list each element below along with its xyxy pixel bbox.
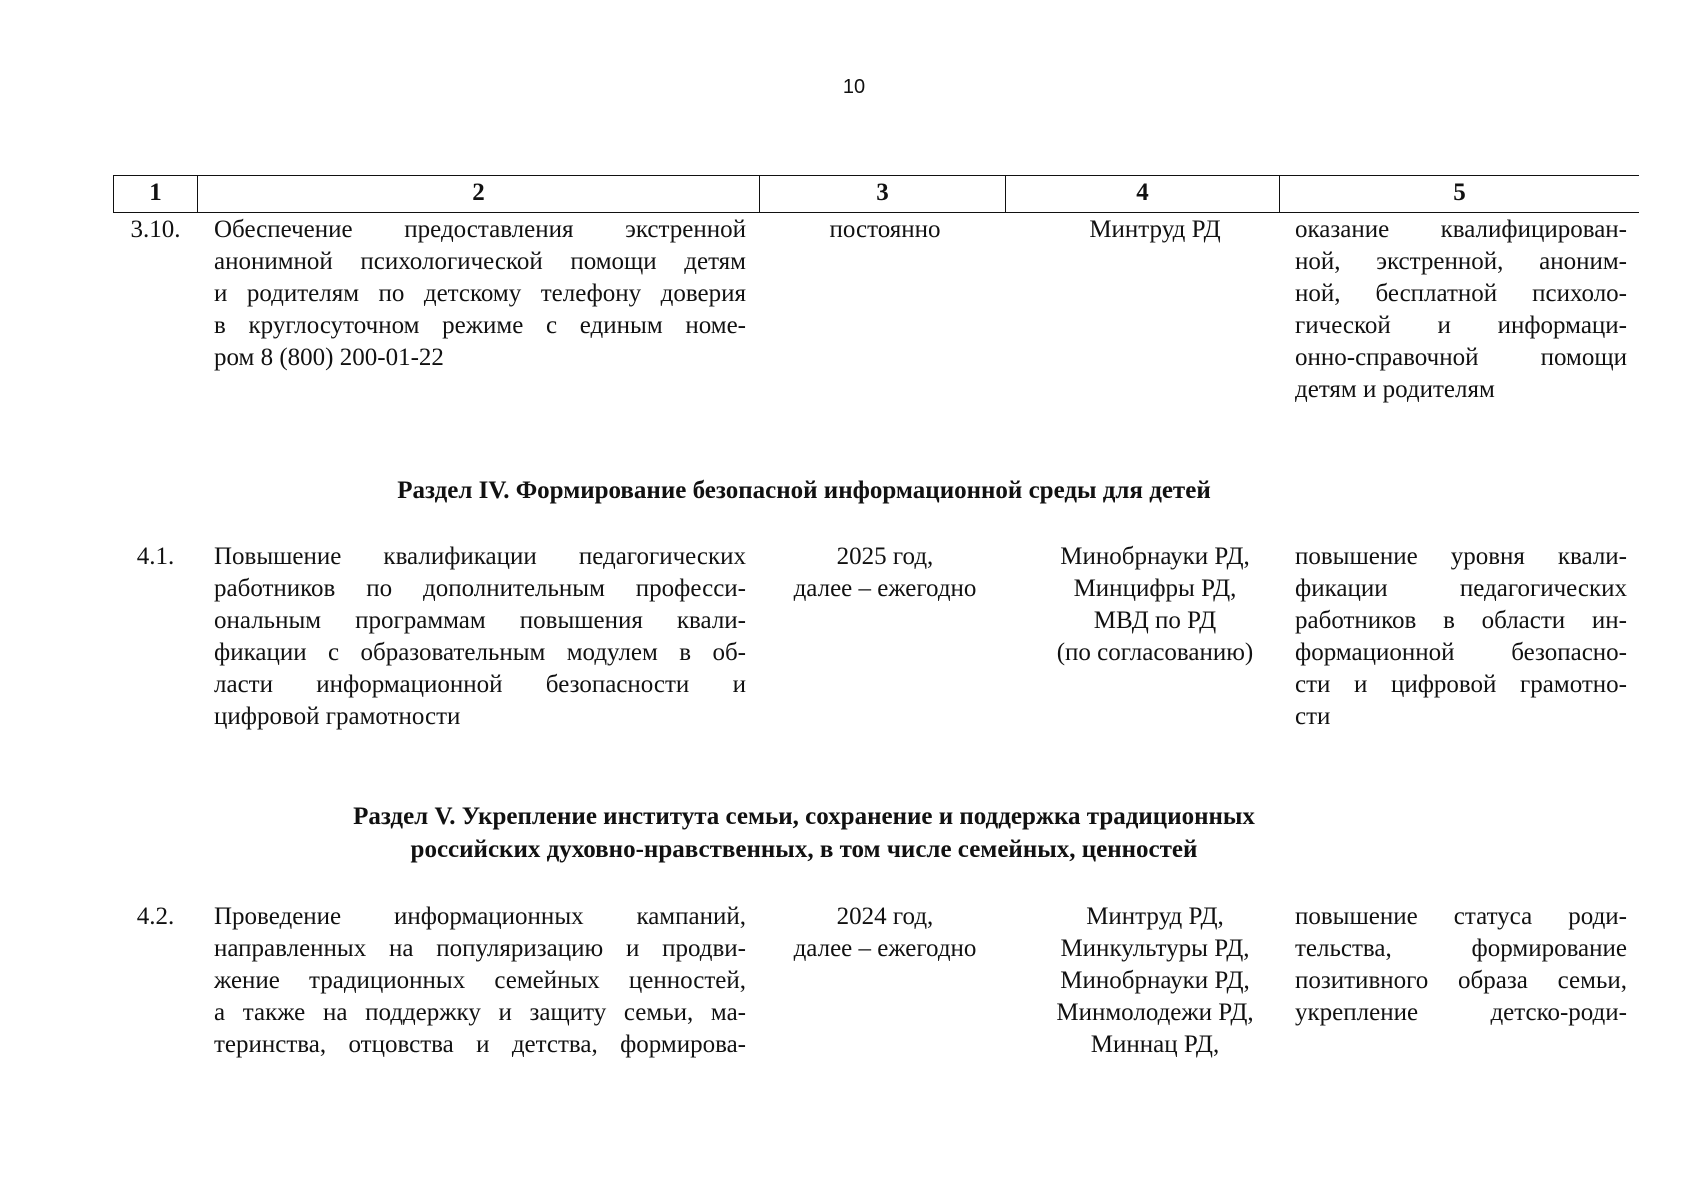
- text-line: Минкультуры РД,: [1060, 935, 1250, 962]
- text-line: позитивного образа семьи,: [1295, 967, 1627, 994]
- text-line: фикации педагогических: [1295, 575, 1627, 602]
- text-line: работников по дополнительным професси-: [214, 575, 746, 602]
- text-line: постоянно: [829, 216, 941, 243]
- text-line: детям и родителям: [1295, 376, 1495, 403]
- text-line: укрепление детско-роди-: [1295, 999, 1627, 1026]
- text-line: фикации с образовательным модулем в об-: [214, 639, 746, 666]
- row-deadline: [770, 901, 1000, 965]
- row-deadline: [770, 214, 1000, 246]
- text-line: (по согласованию): [1056, 639, 1254, 666]
- section-title-line: Раздел IV. Формирование безопасной информационной среды для детей: [397, 477, 1211, 504]
- page-number: 10: [842, 76, 866, 98]
- row-number: 4.1.: [136, 543, 175, 570]
- text-line: Минобрнауки РД,: [1060, 967, 1250, 994]
- text-line: а также на поддержку и защиту семьи, ма-: [214, 999, 746, 1026]
- text-line: Минобрнауки РД,: [1060, 543, 1250, 570]
- text-line: анонимной психологической помощи детям: [214, 248, 746, 275]
- text-line: теринства, отцовства и детства, формирова-: [214, 1031, 746, 1058]
- text-line: далее – ежегодно: [793, 935, 977, 962]
- text-line: сти: [1295, 703, 1331, 730]
- text-line: Обеспечение предоставления экстренной: [214, 216, 746, 243]
- text-line: 2024 год,: [836, 903, 934, 930]
- section-title: [0, 474, 1658, 507]
- text-line: в круглосуточном режиме с единым номе-: [214, 312, 746, 339]
- row-description: [214, 214, 746, 374]
- row-deadline: [770, 541, 1000, 605]
- row-description: [214, 541, 746, 733]
- text-line: работников в области ин-: [1295, 607, 1627, 634]
- header-col-1: 1: [113, 176, 197, 212]
- header-col-2: 2: [197, 176, 759, 212]
- text-line: онно-справочной помощи: [1295, 344, 1627, 371]
- text-line: повышение статуса роди-: [1295, 903, 1627, 930]
- header-col-5: 5: [1279, 176, 1639, 212]
- text-line: Минцифры РД,: [1073, 575, 1237, 602]
- header-col-4: 4: [1005, 176, 1279, 212]
- text-line: Минтруд РД: [1089, 216, 1221, 243]
- row-description: [214, 901, 746, 1061]
- text-line: тельства, формирование: [1295, 935, 1627, 962]
- text-line: МВД по РД: [1093, 607, 1217, 634]
- text-line: ной, экстренной, аноним-: [1295, 248, 1627, 275]
- text-line: Проведение информационных кампаний,: [214, 903, 746, 930]
- section-title: [0, 800, 1658, 866]
- text-line: и родителям по детскому телефону доверия: [214, 280, 746, 307]
- header-col-3: 3: [759, 176, 1005, 212]
- table-header: [113, 175, 1639, 213]
- row-number: 4.2.: [136, 903, 175, 930]
- section-title-line: российских духовно-нравственных, в том числе семейных, ценностей: [410, 836, 1198, 863]
- text-line: 2025 год,: [836, 543, 934, 570]
- text-line: гической и информаци-: [1295, 312, 1627, 339]
- text-line: сти и цифровой грамотно-: [1295, 671, 1627, 698]
- text-line: ональным программам повышения квали-: [214, 607, 746, 634]
- text-line: ласти информационной безопасности и: [214, 671, 746, 698]
- text-line: далее – ежегодно: [793, 575, 977, 602]
- text-line: ром 8 (800) 200-01-22: [214, 344, 444, 371]
- text-line: формационной безопасно-: [1295, 639, 1627, 666]
- text-line: повышение уровня квали-: [1295, 543, 1627, 570]
- text-line: Миннац РД,: [1090, 1031, 1220, 1058]
- row-responsible: [1020, 901, 1290, 1061]
- row-result: [1295, 214, 1627, 406]
- text-line: Минмолодежи РД,: [1056, 999, 1254, 1026]
- text-line: Повышение квалификации педагогических: [214, 543, 746, 570]
- section-title-line: Раздел V. Укрепление института семьи, сохранение и поддержка традиционных: [353, 803, 1255, 830]
- row-result: [1295, 901, 1627, 1029]
- text-line: направленных на популяризацию и продви-: [214, 935, 746, 962]
- text-line: оказание квалифицирован-: [1295, 216, 1627, 243]
- text-line: Минтруд РД,: [1086, 903, 1224, 930]
- text-line: ной, бесплатной психоло-: [1295, 280, 1627, 307]
- row-result: [1295, 541, 1627, 733]
- row-number: 3.10.: [130, 216, 181, 243]
- row-responsible: [1020, 541, 1290, 669]
- text-line: жение традиционных семейных ценностей,: [214, 967, 746, 994]
- text-line: цифровой грамотности: [214, 703, 461, 730]
- row-responsible: [1020, 214, 1290, 246]
